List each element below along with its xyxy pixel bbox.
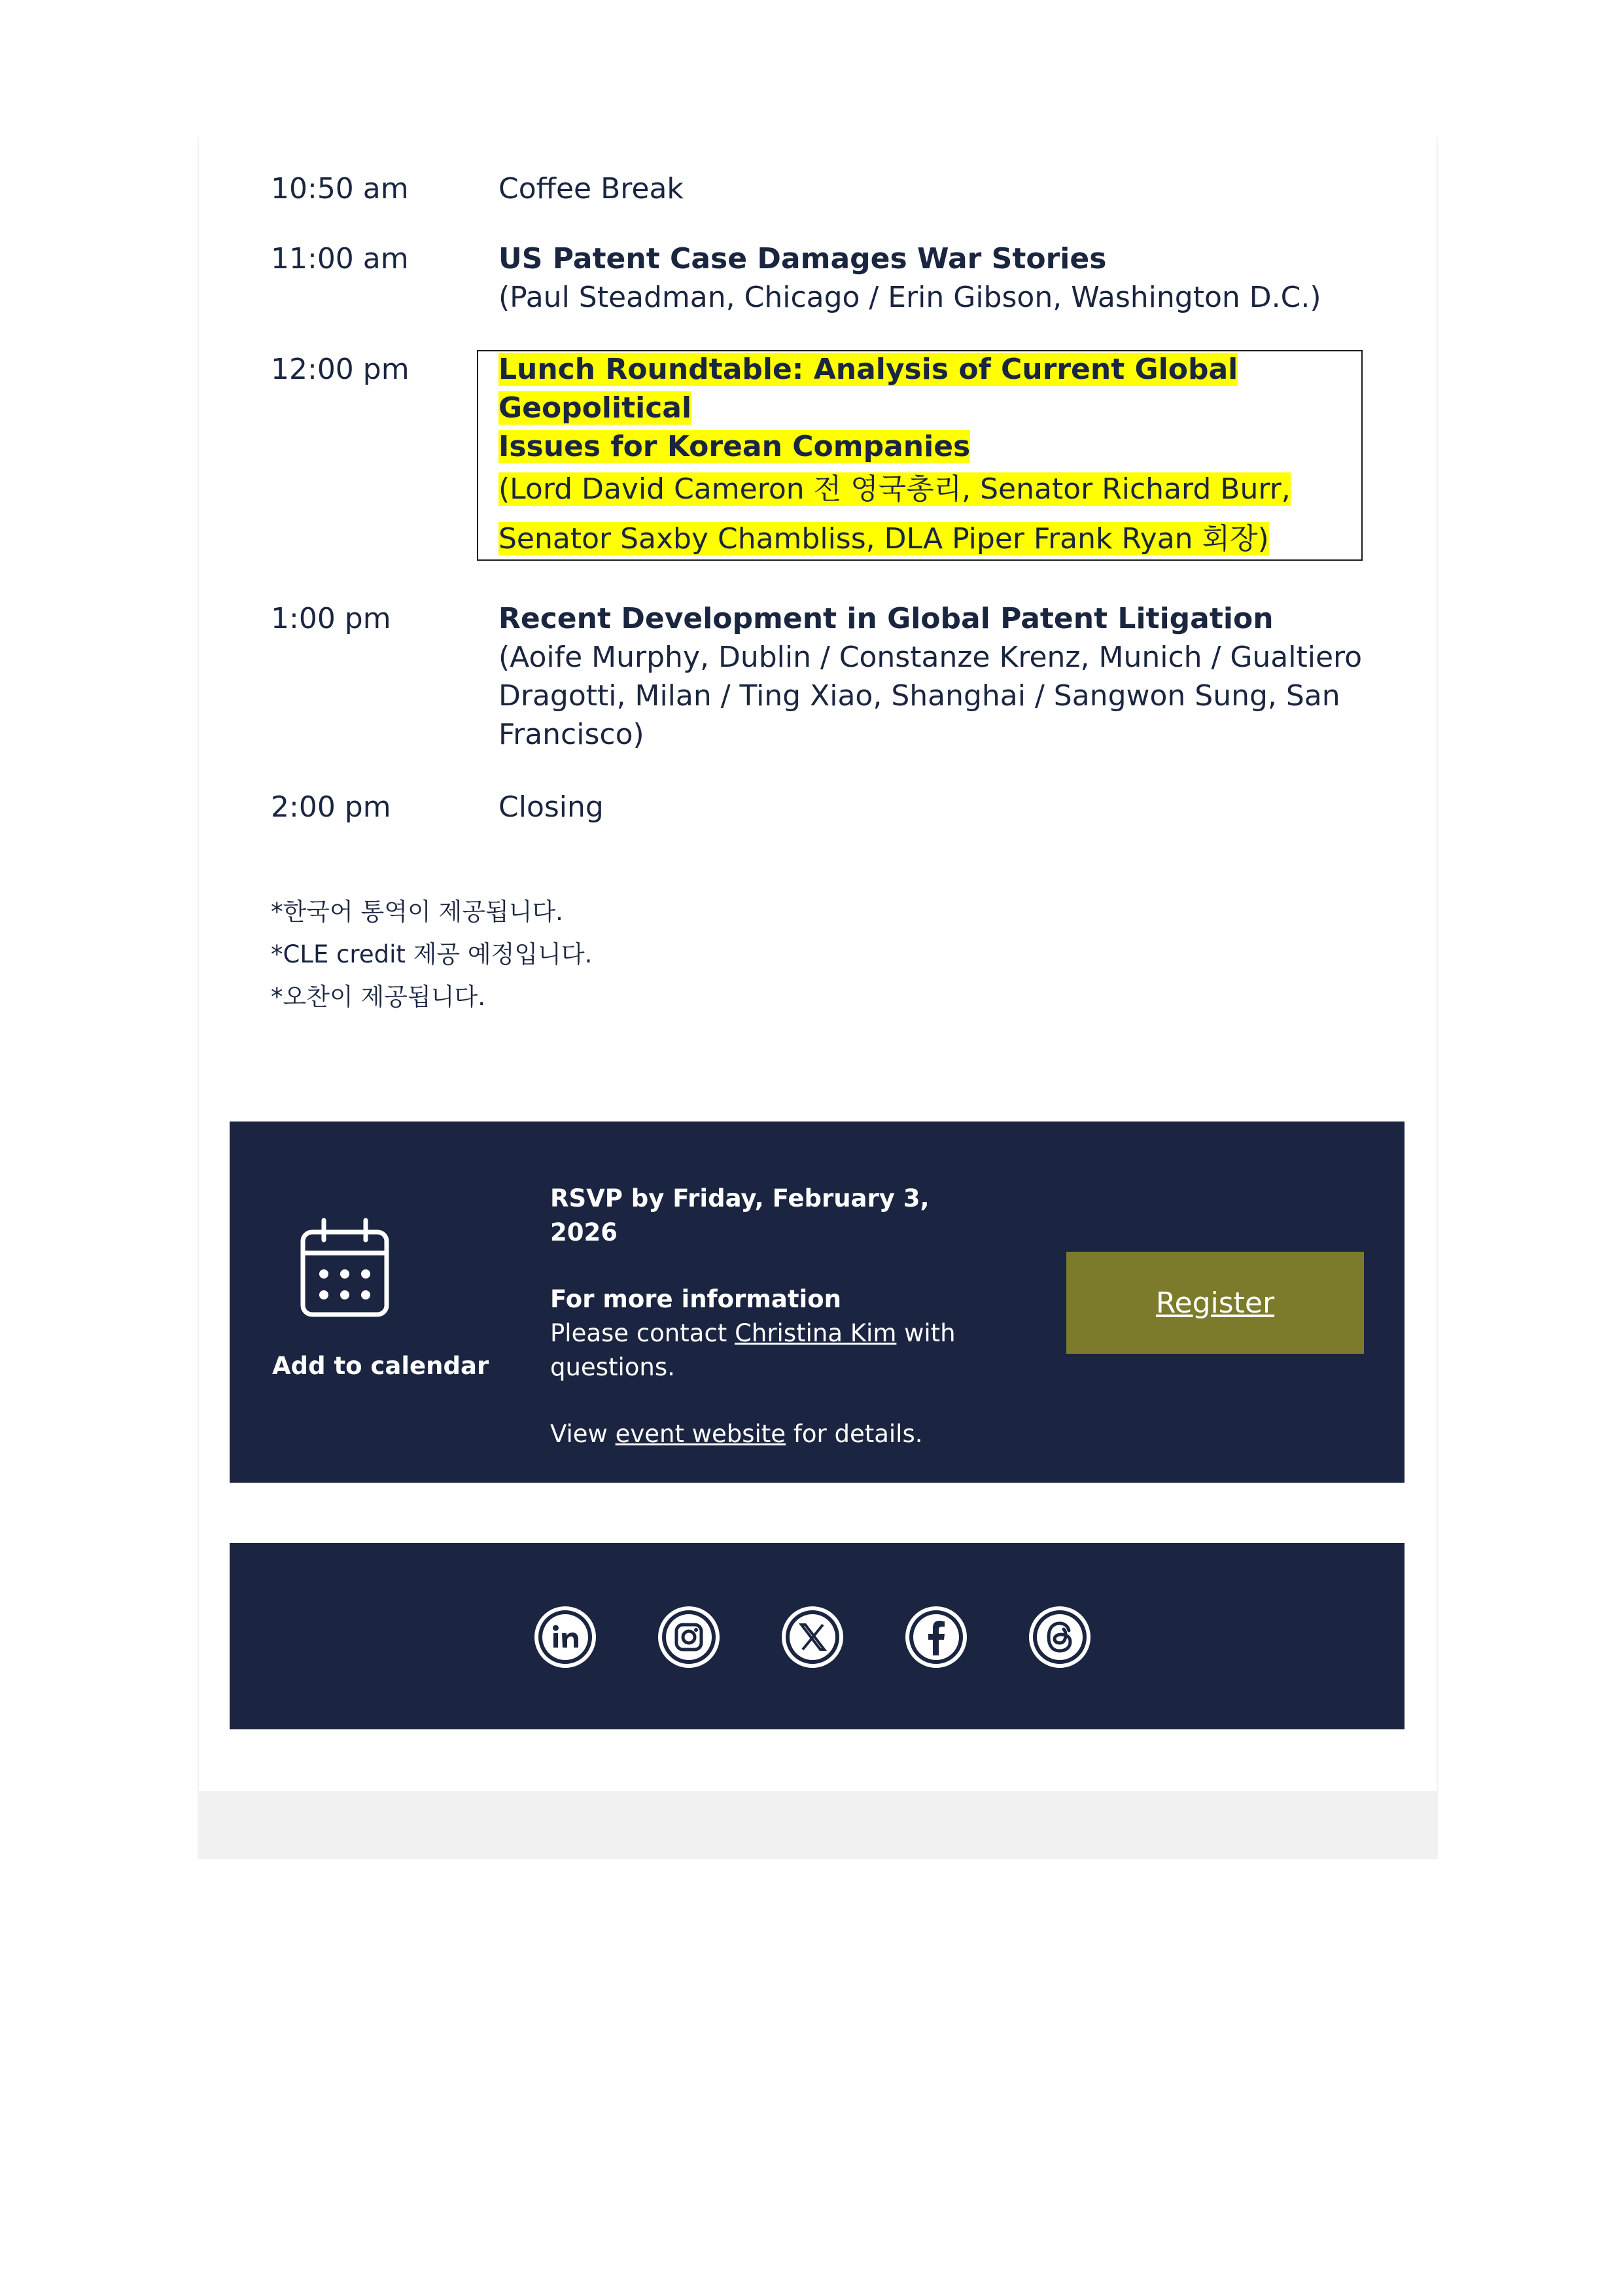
view-suffix: for details.: [786, 1420, 923, 1448]
agenda-speakers-line: Dragotti, Milan / Ting Xiao, Shanghai / Sangwon Sung, San: [498, 679, 1340, 713]
calendar-icon[interactable]: [300, 1218, 389, 1317]
social-bar: [230, 1543, 1405, 1729]
agenda-speakers: (Paul Steadman, Chicago / Erin Gibson, Washington D.C.): [498, 281, 1321, 314]
add-to-calendar-link[interactable]: Add to calendar: [272, 1352, 489, 1380]
contact-text: [550, 1316, 995, 1385]
register-button[interactable]: Register: [1066, 1252, 1364, 1354]
view-prefix: View: [550, 1420, 616, 1448]
agenda-speakers-line: (Aoife Murphy, Dublin / Constanze Krenz, Munich / Gualtiero: [498, 641, 1363, 674]
agenda-title: Coffee Break: [498, 172, 684, 205]
agenda-time: 11:00 am: [271, 242, 409, 275]
event-website-link[interactable]: event website: [615, 1420, 786, 1448]
instagram-icon[interactable]: [657, 1606, 720, 1669]
note-cle: *CLE credit 제공 예정입니다.: [271, 940, 593, 968]
facebook-icon[interactable]: [905, 1606, 968, 1669]
contact-link[interactable]: Christina Kim: [735, 1319, 897, 1347]
linkedin-icon[interactable]: [534, 1606, 597, 1669]
agenda-speakers-line: Francisco): [498, 718, 644, 751]
view-website-text: [550, 1417, 995, 1451]
notes-list: [271, 891, 592, 1018]
rsvp-info: [550, 1182, 995, 1451]
agenda-title: Closing: [498, 790, 604, 824]
agenda-time: 12:00 pm: [271, 353, 410, 386]
card-footer-strip: [198, 1791, 1438, 1859]
threads-icon[interactable]: [1028, 1606, 1091, 1669]
agenda-time: 10:50 am: [271, 172, 409, 205]
agenda-title: US Patent Case Damages War Stories: [498, 242, 1107, 275]
agenda-time: 1:00 pm: [271, 602, 391, 635]
rsvp-deadline: RSVP by Friday, February 3, 2026: [550, 1184, 930, 1246]
rsvp-panel: [230, 1122, 1405, 1483]
contact-suffix: with questions.: [550, 1319, 956, 1381]
agenda-title-line: Issues for Korean Companies: [498, 430, 971, 463]
x-icon[interactable]: [781, 1606, 844, 1669]
info-heading: For more information: [550, 1285, 841, 1313]
agenda-title-line: Lunch Roundtable: Analysis of Current Global Geopolitical: [498, 353, 1238, 425]
note-lunch: *오찬이 제공됩니다.: [271, 983, 485, 1011]
agenda-speakers-line: (Lord David Cameron 전 영국총리, Senator Richard Burr,: [498, 472, 1291, 506]
agenda-title: Recent Development in Global Patent Litigation: [498, 602, 1274, 635]
note-interpretation: *한국어 통역이 제공됩니다.: [271, 898, 563, 926]
agenda-speakers-line: Senator Saxby Chambliss, DLA Piper Frank Ryan 회장): [498, 522, 1269, 556]
contact-prefix: Please contact: [550, 1319, 735, 1347]
agenda-time: 2:00 pm: [271, 790, 391, 824]
